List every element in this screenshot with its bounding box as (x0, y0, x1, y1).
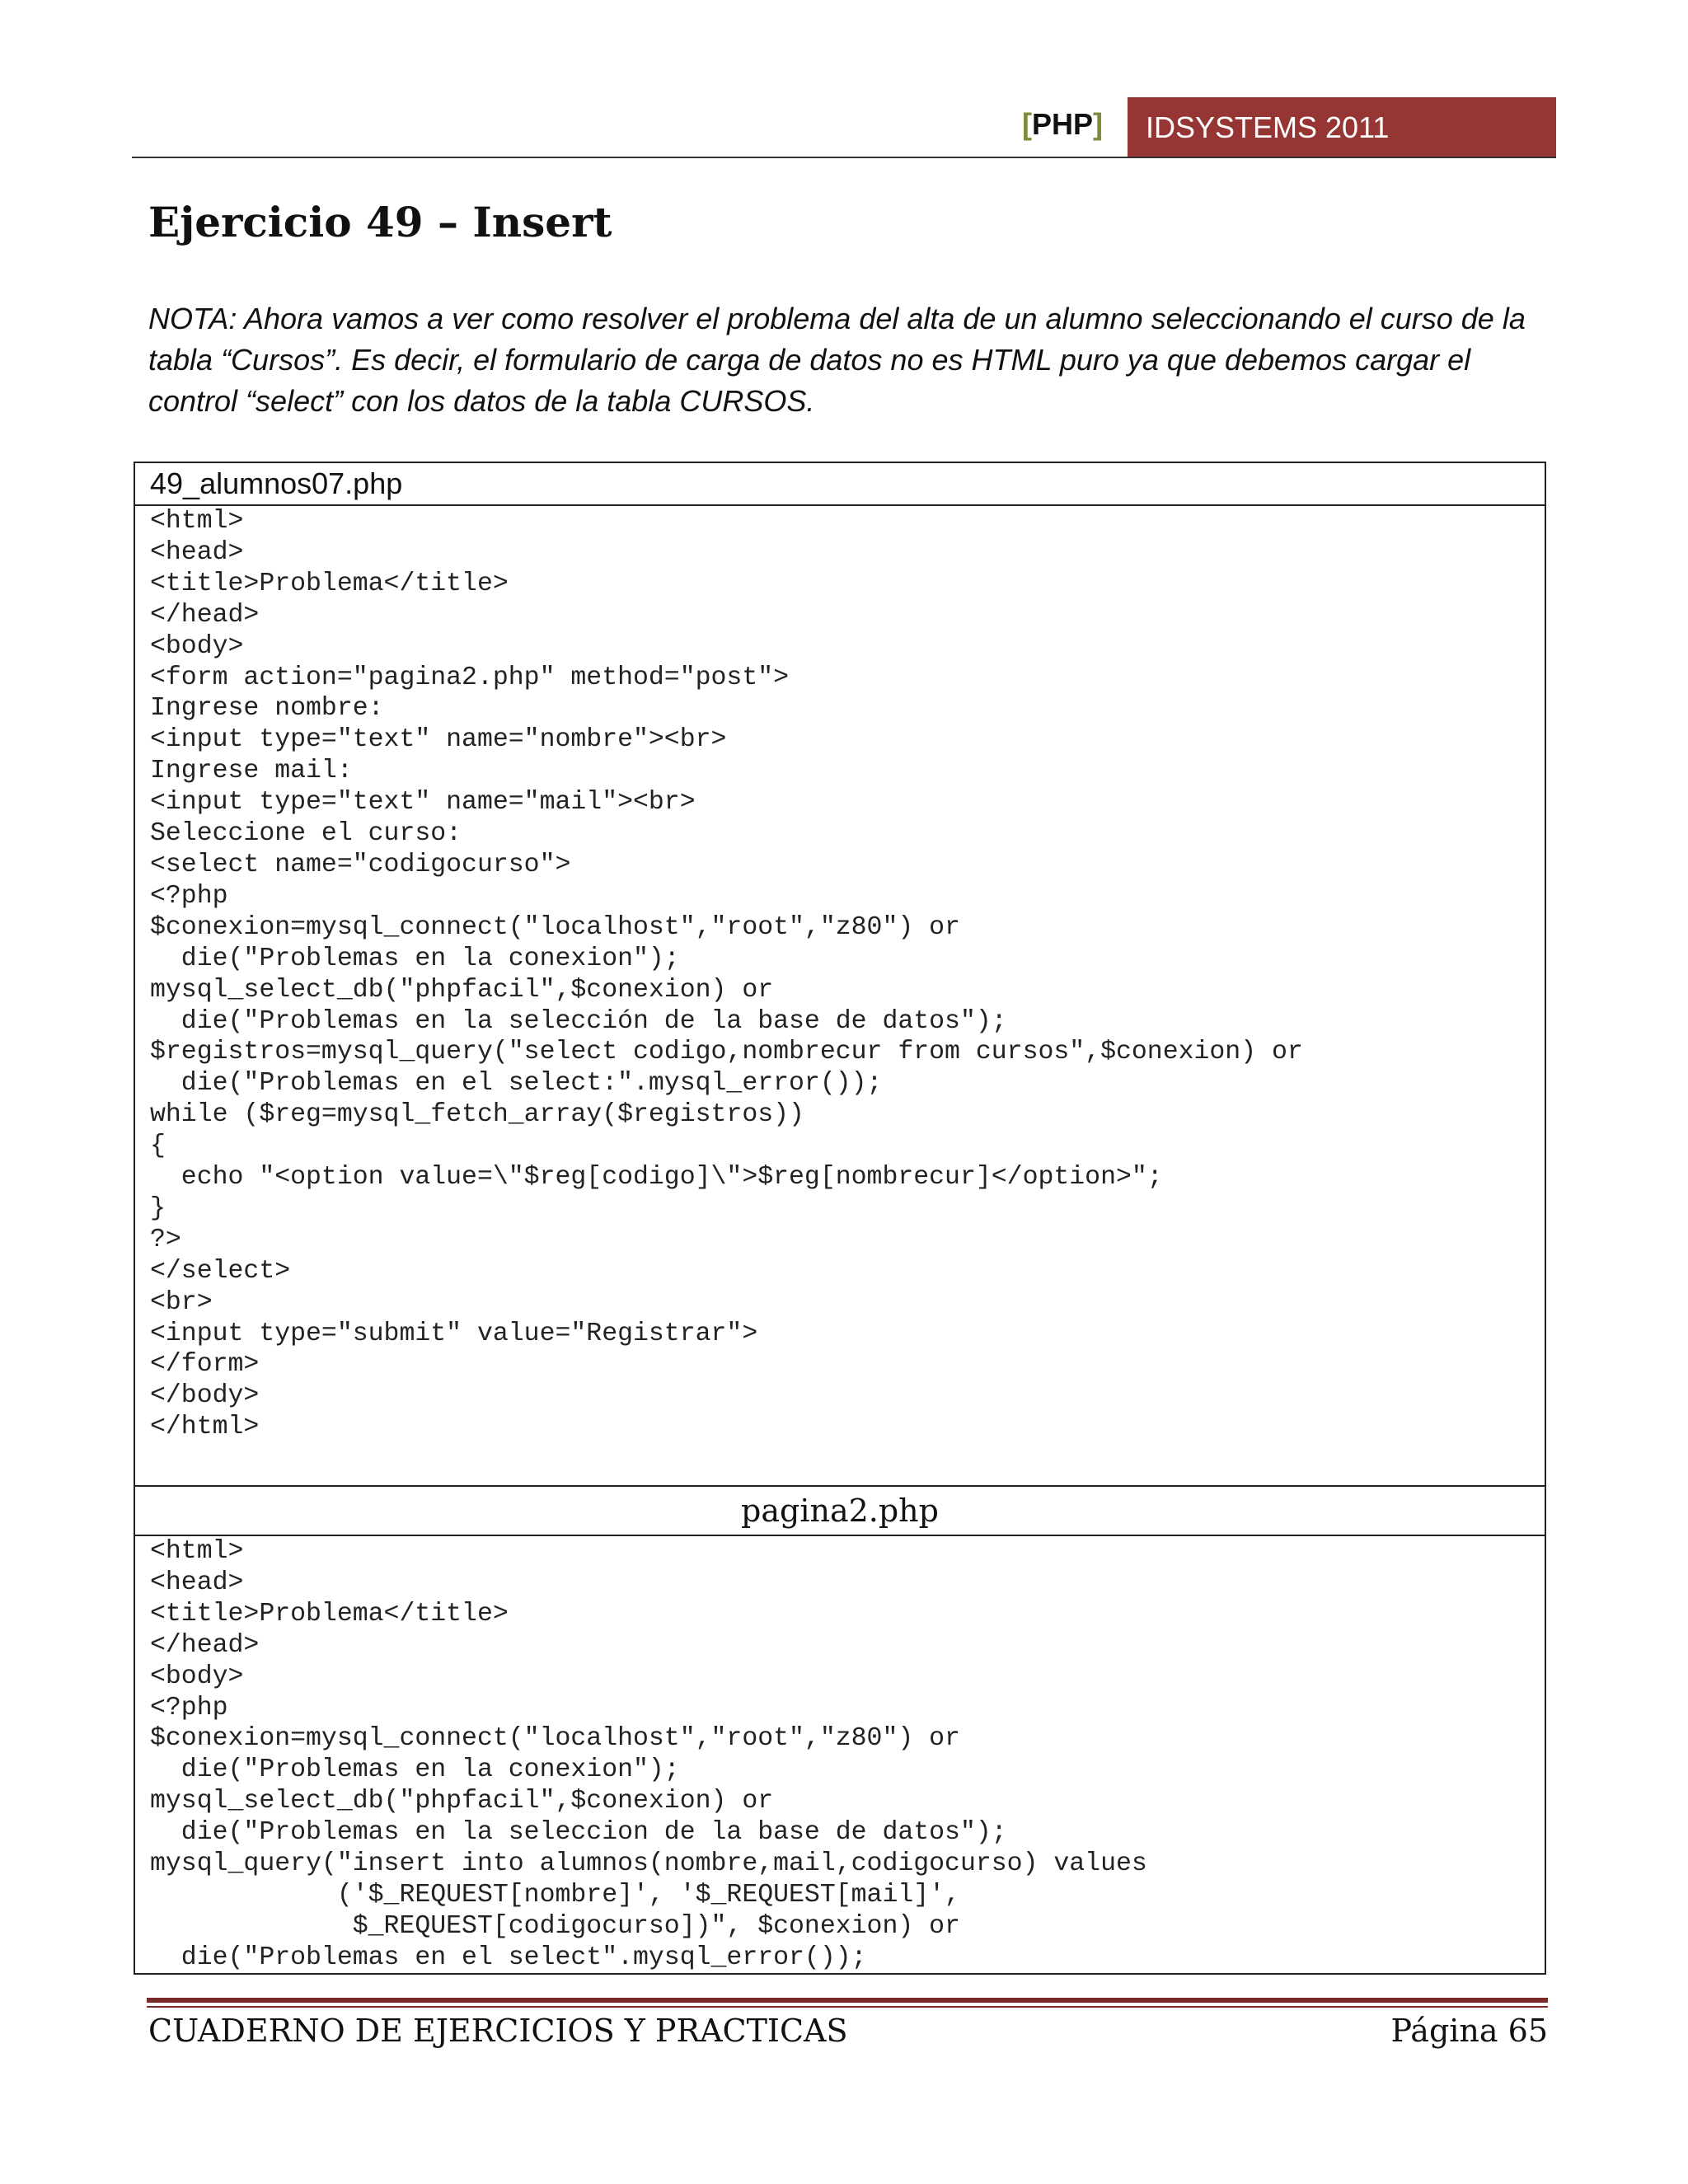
footer-rule-thick (147, 1998, 1548, 2003)
header-bracket-open: [ (1022, 107, 1032, 141)
header-tag-text: PHP (1032, 107, 1094, 141)
code-table-filename: pagina2.php (135, 1487, 1545, 1536)
footer-rule-thin (147, 2006, 1548, 2008)
header-banner: IDSYSTEMS 2011 (1128, 97, 1556, 158)
page-number: Página 65 (1390, 2013, 1548, 2049)
page-title: Ejercicio 49 – Insert (148, 198, 612, 246)
nota-paragraph: NOTA: Ahora vamos a ver como resolver el problema del alta de un alumno seleccionando el curso de la tabla “Cursos”. Es decir, el formulario de carga de datos no es HTML puro ya que debemos cargar el control “select” con los datos de la tabla CURSOS. (148, 302, 1526, 418)
code-table-filename: 49_alumnos07.php (135, 463, 1545, 506)
footer-title: CUADERNO DE EJERCICIOS Y PRACTICAS (148, 2013, 848, 2049)
code-table-alumnos07 (134, 462, 1546, 1487)
code-block: <html> <head> <title>Problema</title> </head> <body> <form action="pagina2.php" method="post"> Ingrese nombre: <input type="text" name="nombre"><br> Ingrese mail: <input type="text" name="mail"><br> Seleccione el curso: <select name="codigocurso"> <?php $conexion=mysql_connect("localhost","root","z80") or die("Problemas en la conexion"); mysql_select_db("phpfacil",$conexion) or die("Problemas en la selección de la base de datos"); $registros=mysql_query("select codigo,nombrecur from cursos",$conexion) or die("Problemas en el select:".mysql_error()); while ($reg=mysql_fetch_array($registros)) { echo "<option value=\"$reg[codigo]\">$reg[nombrecur]</option>"; } ?> </select> <br> <input type="submit" value="Registrar"> </form> </body> </html> (150, 507, 1303, 1442)
header-rule (132, 157, 1556, 158)
code-block: <html> <head> <title>Problema</title> </head> <body> <?php $conexion=mysql_connect("localhost","root","z80") or die("Problemas en la conexion"); mysql_select_db("phpfacil",$conexion) or die("Problemas en la seleccion de la base de datos"); mysql_query("insert into alumnos(nombre,mail,codigocurso) values ('$_REQUEST[nombre]', '$_REQUEST[mail]', $_REQUEST[codigocurso])", $conexion) or die("Problemas en el select".mysql_error()); (150, 1537, 1147, 1972)
header-bracket-close: ] (1093, 107, 1104, 141)
header-tag (1022, 107, 1103, 142)
code-table-pagina2 (134, 1485, 1546, 1975)
